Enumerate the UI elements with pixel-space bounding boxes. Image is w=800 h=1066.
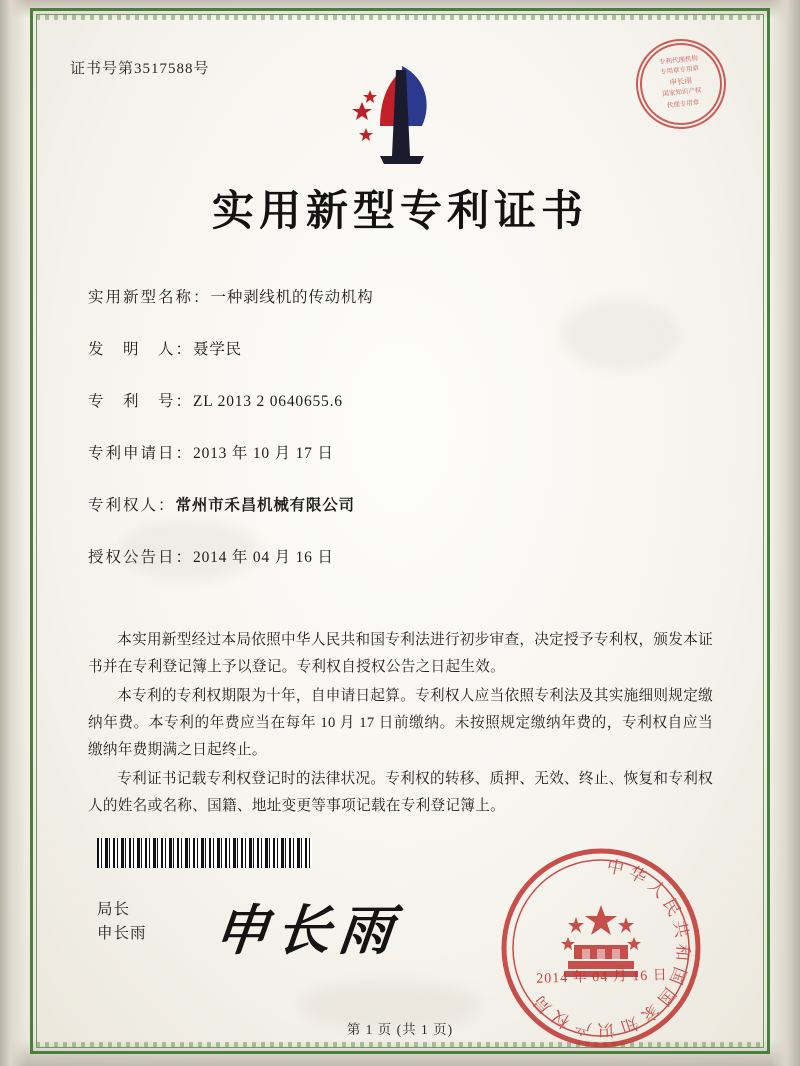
body-paragraph: 本实用新型经过本局依照中华人民共和国专利法进行初步审查，决定授予专利权，颁发本证书并在专利登记簿上予以登记。专利权自授权公告之日起生效。 (88, 632, 713, 675)
field-label: 发 明 人： (88, 341, 194, 358)
field-utility-model-name (88, 285, 708, 307)
body-paragraph: 本专利的专利权期限为十年，自申请日起算。专利权人应当依照专利法及其实施细则规定缴纳年费。本专利的年费应当在每年 10 月 17 日前缴纳。未按照规定缴纳年费的，专利权自应当缴纳年费期满之日起终止。 (88, 688, 713, 758)
director-title: 局长 (97, 901, 131, 918)
svg-text:申长雨: 申长雨 (669, 75, 693, 88)
field-grant-announcement-date (88, 545, 708, 567)
seal-date: 2014 年 04 月 16 日 (536, 968, 668, 987)
paper-edge-left (0, 0, 26, 1066)
field-application-date (88, 441, 708, 463)
field-label: 实用新型名称： (88, 289, 211, 306)
field-patent-number (88, 389, 708, 411)
svg-text:国家知识产权: 国家知识产权 (662, 85, 702, 98)
signature-block (97, 898, 147, 946)
field-inventor (88, 337, 708, 359)
page-footer: 第 1 页 (共 1 页) (346, 1022, 454, 1037)
certificate-border-decoration-top (36, 14, 764, 20)
svg-text:中华人民共和国国家知识产权局: 中华人民共和国国家知识产权局 (526, 856, 693, 1040)
svg-text:代理专用章: 代理专用章 (666, 98, 700, 110)
svg-text:专用章专用章: 专用章专用章 (659, 64, 700, 77)
certificate-barcode (97, 838, 312, 868)
certificate-body-text (88, 627, 713, 822)
svg-text:专利代理机构: 专利代理机构 (658, 54, 699, 67)
field-label: 专利权人： (88, 497, 176, 514)
field-value: 一种剥线机的传动机构 (210, 289, 374, 306)
page-title: 实用新型专利证书 (211, 186, 588, 235)
agency-round-stamp (633, 36, 729, 132)
field-label: 专 利 号： (88, 393, 194, 410)
certificate-fields (88, 285, 708, 597)
director-name: 申长雨 (97, 925, 147, 942)
paper-edge-right (770, 0, 800, 1066)
field-value: ZL 2013 2 0640655.6 (193, 393, 343, 410)
body-paragraph: 专利证书记载专利权登记时的法律状况。专利权的转移、质押、无效、终止、恢复和专利权人的姓名或名称、国籍、地址变更等事项记载在专利登记簿上。 (88, 771, 713, 814)
field-value: 2013 年 10 月 17 日 (193, 445, 334, 462)
sipo-sail-logo-icon (340, 60, 460, 170)
field-label: 授权公告日： (88, 549, 194, 566)
field-value: 常州市禾昌机械有限公司 (175, 497, 355, 514)
handwritten-signature: 申长雨 (211, 898, 404, 962)
certificate-number: 证书号第3517588号 (70, 61, 210, 77)
field-patentee (88, 493, 708, 515)
field-value: 2014 年 04 月 16 日 (193, 549, 334, 566)
field-label: 专利申请日： (88, 445, 194, 462)
field-value: 聂学民 (193, 341, 242, 358)
